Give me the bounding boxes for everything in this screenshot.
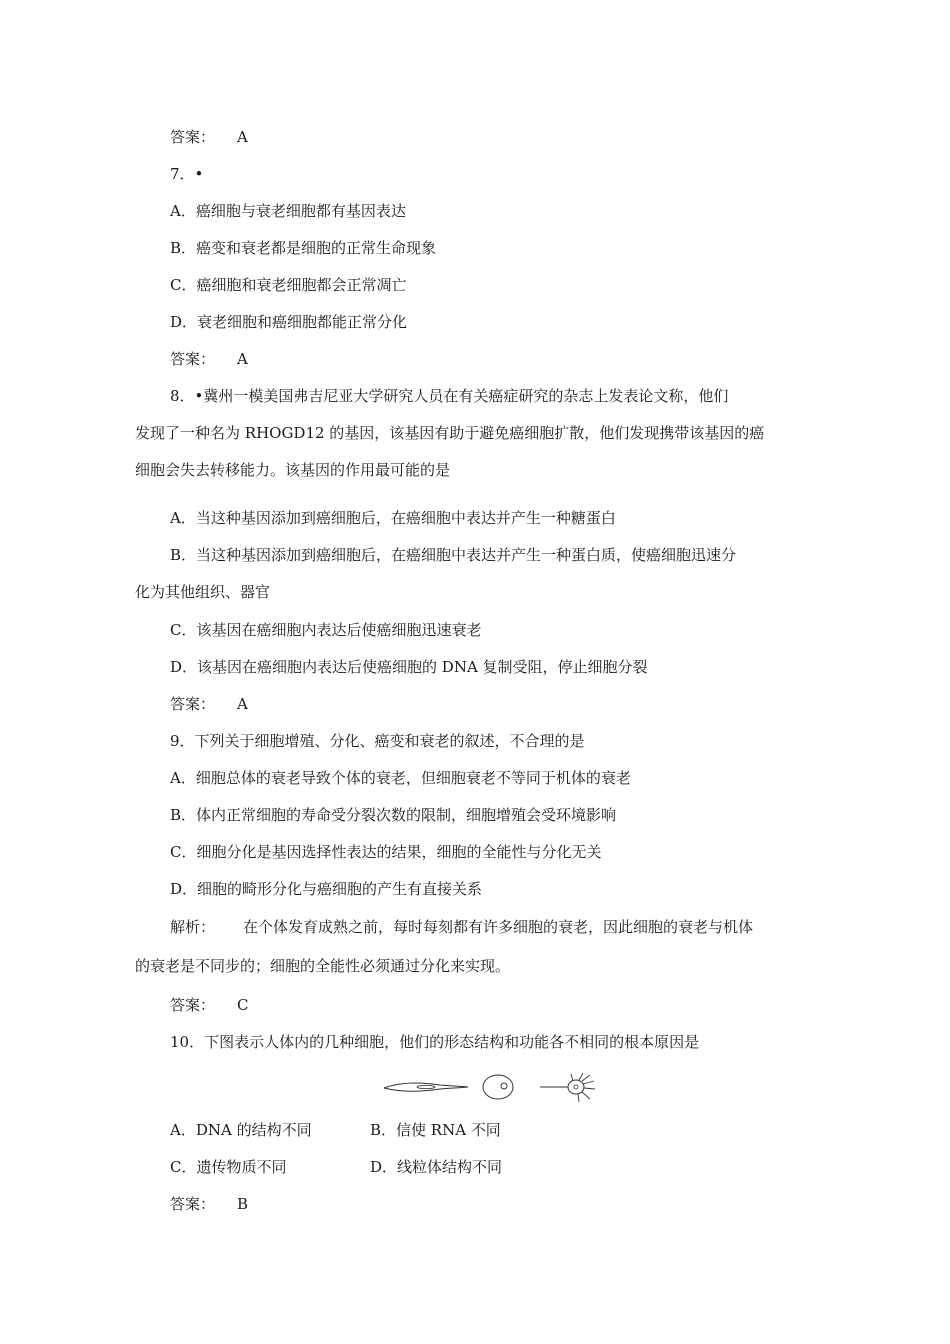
answer-value: A (237, 350, 248, 368)
answer-value: A (237, 695, 248, 713)
answer-label: 答案： (170, 695, 216, 713)
q9-option-a: A．细胞总体的衰老导致个体的衰老，但细胞衰老不等同于机体的衰老 (170, 769, 631, 787)
q10-option-b: B．信使 RNA 不同 (370, 1121, 501, 1139)
q8-option-b-line2: 化为其他组织、器官 (135, 583, 271, 601)
q10-stem: 10．下图表示人体内的几种细胞，他们的形态结构和功能各不相同的根本原因是 (170, 1033, 700, 1051)
q7-option-d: D．衰老细胞和癌细胞都能正常分化 (170, 313, 408, 331)
q8-stem-line3: 细胞会失去转移能力。该基因的作用最可能的是 (135, 461, 451, 479)
q9-analysis-line1 (170, 917, 753, 937)
q8-option-b-line1: B．当这种基因添加到癌细胞后，在癌细胞中表达并产生一种蛋白质，使癌细胞迅速分 (170, 546, 737, 564)
q10-answer (170, 1194, 248, 1214)
elongated-cell-icon (384, 1083, 468, 1091)
answer-label: 答案： (170, 996, 216, 1014)
q10-option-c: C．遗传物质不同 (170, 1158, 287, 1176)
q8-answer (170, 694, 248, 714)
q6-answer (170, 127, 248, 147)
question-number: 7． (170, 165, 195, 183)
q10-option-a: A．DNA 的结构不同 (170, 1121, 312, 1139)
q8-stem-line2: 发现了一种名为 RHOGD12 的基因，该基因有助于避免癌细胞扩散，他们发现携带该基因的癌 (135, 424, 765, 442)
answer-label: 答案： (170, 1195, 216, 1213)
q7-option-a: A．癌细胞与衰老细胞都有基因表达 (170, 202, 406, 220)
analysis-label: 解析： (170, 918, 216, 936)
q9-stem: 9．下列关于细胞增殖、分化、癌变和衰老的叙述，不合理的是 (170, 732, 585, 750)
q7-answer (170, 349, 248, 369)
q10-option-d: D．线粒体结构不同 (370, 1158, 503, 1176)
answer-label: 答案： (170, 128, 216, 146)
q8-stem-line1: 8．•冀州一模美国弗吉尼亚大学研究人员在有关癌症研究的杂志上发表论文称，他们 (170, 387, 729, 405)
answer-label: 答案： (170, 350, 216, 368)
q10-options-row1 (170, 1120, 312, 1140)
bullet-dot: • (194, 165, 204, 183)
answer-value: B (237, 1195, 249, 1213)
q8-option-c: C．该基因在癌细胞内表达后使癌细胞迅速衰老 (170, 621, 482, 639)
answer-value: C (237, 996, 249, 1014)
cell-diagram (380, 1072, 610, 1104)
q8-option-d: D．该基因在癌细胞内表达后使癌细胞的 DNA 复制受阻，停止细胞分裂 (170, 658, 648, 676)
q9-analysis-line2: 的衰老是不同步的；细胞的全能性必须通过分化来实现。 (135, 957, 511, 975)
answer-value: A (237, 128, 248, 146)
analysis-text: 在个体发育成熟之前，每时每刻都有许多细胞的衰老，因此细胞的衰老与机体 (243, 918, 754, 936)
q7-stem (170, 164, 203, 184)
q9-option-b: B．体内正常细胞的寿命受分裂次数的限制，细胞增殖会受环境影响 (170, 806, 617, 824)
q8-option-a: A．当这种基因添加到癌细胞后，在癌细胞中表达并产生一种糖蛋白 (170, 509, 616, 527)
q7-option-c: C．癌细胞和衰老细胞都会正常凋亡 (170, 276, 407, 294)
round-cell-icon (483, 1075, 513, 1099)
q7-option-b: B．癌变和衰老都是细胞的正常生命现象 (170, 239, 437, 257)
neuron-cell-icon (540, 1073, 595, 1102)
q9-option-c: C．细胞分化是基因选择性表达的结果，细胞的全能性与分化无关 (170, 843, 602, 861)
q9-option-d: D．细胞的畸形分化与癌细胞的产生有直接关系 (170, 880, 483, 898)
q9-answer (170, 995, 249, 1015)
